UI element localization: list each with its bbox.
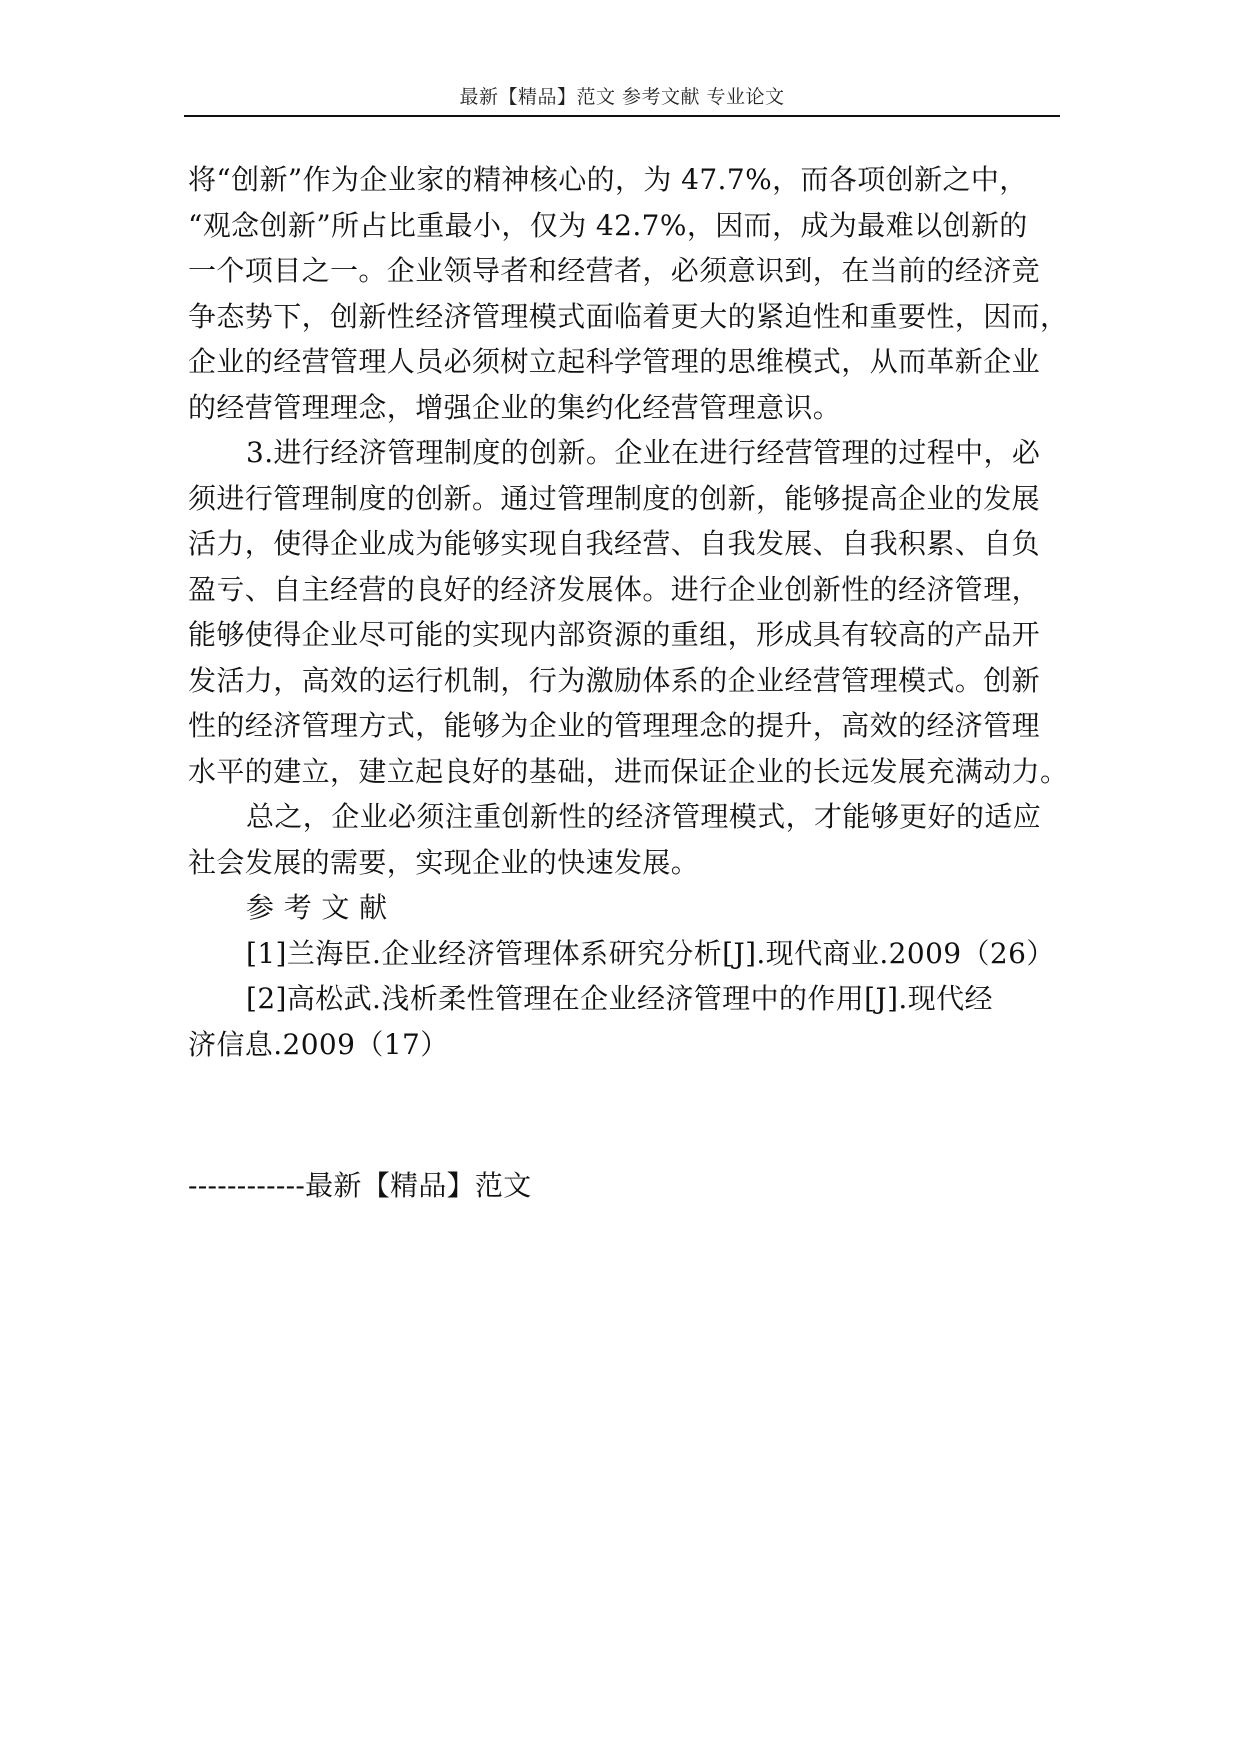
paragraph-line: 企业的经营管理人员必须树立起科学管理的思维模式，从而革新企业 [188,345,1041,378]
paragraph-line: 争态势下，创新性经济管理模式面临着更大的紧迫性和重要性，因而， [188,299,1069,333]
paragraph-line: 须进行管理制度的创新。通过管理制度的创新，能够提高企业的发展 [188,481,1041,515]
footer-mark: ------------最新【精品】范文 [188,1169,532,1202]
paragraph-line: 性的经济管理方式，能够为企业的管理理念的提升，高效的经济管理 [188,709,1041,742]
header-divider [184,115,1060,117]
reference-item-continuation: 济信息.2009（17） [188,1027,449,1061]
paragraph-line: 一个项目之一。企业领导者和经营者，必须意识到，在当前的经济竞 [188,254,1041,287]
paragraph-line: 活力，使得企业成为能够实现自我经营、自我发展、自我积累、自负 [188,527,1041,560]
paragraph-line: 发活力，高效的运行机制，行为激励体系的企业经营管理模式。创新 [188,663,1041,697]
paragraph-line: 盈亏、自主经营的良好的经济发展体。进行企业创新性的经济管理， [188,572,1041,606]
reference-item: [2]高松武.浅析柔性管理在企业经济管理中的作用[J].现代经 [246,982,993,1015]
paragraph-line: “观念创新”所占比重最小，仅为 42.7%，因而，成为最难以创新的 [188,208,1028,242]
paragraph-line: 的经营管理理念，增强企业的集约化经营管理意识。 [188,390,842,424]
page-header: 最新【精品】范文 参考文献 专业论文 [459,86,785,108]
references-heading: 参 考 文 献 [246,891,388,924]
paragraph-line: 水平的建立，建立起良好的基础，进而保证企业的长远发展充满动力。 [188,754,1069,788]
paragraph-line: 社会发展的需要，实现企业的快速发展。 [188,845,700,879]
paragraph-line: 能够使得企业尽可能的实现内部资源的重组，形成具有较高的产品开 [188,618,1041,651]
document-body [188,157,1069,1067]
conclusion-line: 总之，企业必须注重创新性的经济管理模式，才能够更好的适应 [246,800,1042,833]
reference-item: [1]兰海臣.企业经济管理体系研究分析[J].现代商业.2009（26） [246,936,1055,970]
paragraph-line: 将“创新”作为企业家的精神核心的，为 47.7%，而各项创新之中， [188,163,1028,196]
section-heading-line: 3.进行经济管理制度的创新。企业在进行经营管理的过程中，必 [246,436,1041,469]
